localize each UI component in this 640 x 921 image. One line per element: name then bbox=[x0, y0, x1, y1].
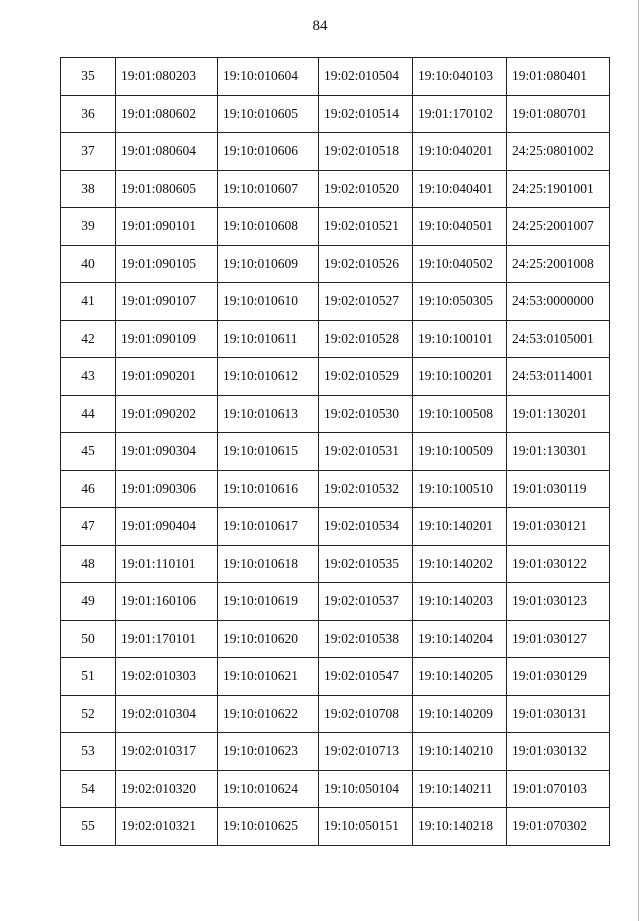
cadastral-code-cell: 19:10:050104 bbox=[319, 770, 413, 808]
cadastral-code-cell: 19:01:090201 bbox=[116, 358, 218, 396]
cadastral-code-cell: 19:01:090101 bbox=[116, 208, 218, 246]
cadastral-code-cell: 19:01:090404 bbox=[116, 508, 218, 546]
table-row bbox=[61, 733, 610, 771]
cadastral-code-cell: 19:02:010713 bbox=[319, 733, 413, 771]
cadastral-code-cell: 19:10:010611 bbox=[218, 320, 319, 358]
cadastral-code-cell: 19:01:030131 bbox=[507, 695, 610, 733]
row-number-cell: 51 bbox=[61, 658, 116, 696]
cadastral-code-cell: 19:01:090304 bbox=[116, 433, 218, 471]
cadastral-code-cell: 19:01:080604 bbox=[116, 133, 218, 171]
table-row bbox=[61, 583, 610, 621]
cadastral-code-cell: 24:25:2001008 bbox=[507, 245, 610, 283]
cadastral-code-cell: 19:01:090107 bbox=[116, 283, 218, 321]
row-number-cell: 48 bbox=[61, 545, 116, 583]
cadastral-code-cell: 19:10:040401 bbox=[413, 170, 507, 208]
cadastral-code-cell: 19:10:040502 bbox=[413, 245, 507, 283]
cadastral-code-cell: 19:10:010609 bbox=[218, 245, 319, 283]
cadastral-code-cell: 19:10:050151 bbox=[319, 808, 413, 846]
cadastral-code-cell: 19:02:010518 bbox=[319, 133, 413, 171]
cadastral-code-cell: 19:10:010620 bbox=[218, 620, 319, 658]
cadastral-code-cell: 19:10:010625 bbox=[218, 808, 319, 846]
cadastral-codes-table bbox=[60, 57, 610, 846]
cadastral-code-cell: 19:01:080203 bbox=[116, 58, 218, 96]
cadastral-code-cell: 24:53:0105001 bbox=[507, 320, 610, 358]
cadastral-code-cell: 19:10:010618 bbox=[218, 545, 319, 583]
cadastral-code-cell: 19:10:010604 bbox=[218, 58, 319, 96]
row-number-cell: 38 bbox=[61, 170, 116, 208]
cadastral-code-cell: 19:10:010608 bbox=[218, 208, 319, 246]
cadastral-code-cell: 19:01:090109 bbox=[116, 320, 218, 358]
table-row bbox=[61, 358, 610, 396]
row-number-cell: 50 bbox=[61, 620, 116, 658]
row-number-cell: 41 bbox=[61, 283, 116, 321]
cadastral-code-cell: 19:01:170102 bbox=[413, 95, 507, 133]
cadastral-code-cell: 19:10:010617 bbox=[218, 508, 319, 546]
row-number-cell: 45 bbox=[61, 433, 116, 471]
cadastral-code-cell: 19:01:080701 bbox=[507, 95, 610, 133]
cadastral-code-cell: 19:10:010619 bbox=[218, 583, 319, 621]
cadastral-code-cell: 19:01:090202 bbox=[116, 395, 218, 433]
scan-edge-line bbox=[638, 0, 639, 921]
cadastral-code-cell: 19:02:010534 bbox=[319, 508, 413, 546]
cadastral-code-cell: 19:10:100510 bbox=[413, 470, 507, 508]
cadastral-code-cell: 19:01:030122 bbox=[507, 545, 610, 583]
row-number-cell: 40 bbox=[61, 245, 116, 283]
cadastral-code-cell: 19:02:010317 bbox=[116, 733, 218, 771]
cadastral-code-cell: 19:01:070103 bbox=[507, 770, 610, 808]
cadastral-code-cell: 19:01:130201 bbox=[507, 395, 610, 433]
cadastral-code-cell: 19:01:170101 bbox=[116, 620, 218, 658]
cadastral-code-cell: 19:02:010529 bbox=[319, 358, 413, 396]
cadastral-code-cell: 19:02:010521 bbox=[319, 208, 413, 246]
row-number-cell: 54 bbox=[61, 770, 116, 808]
cadastral-code-cell: 19:10:010610 bbox=[218, 283, 319, 321]
cadastral-code-cell: 19:02:010320 bbox=[116, 770, 218, 808]
cadastral-code-cell: 24:25:1901001 bbox=[507, 170, 610, 208]
row-number-cell: 39 bbox=[61, 208, 116, 246]
cadastral-code-cell: 19:02:010526 bbox=[319, 245, 413, 283]
cadastral-code-cell: 19:01:080605 bbox=[116, 170, 218, 208]
cadastral-code-cell: 19:10:040201 bbox=[413, 133, 507, 171]
cadastral-code-cell: 19:01:080401 bbox=[507, 58, 610, 96]
row-number-cell: 37 bbox=[61, 133, 116, 171]
cadastral-code-cell: 19:02:010531 bbox=[319, 433, 413, 471]
row-number-cell: 53 bbox=[61, 733, 116, 771]
table-row bbox=[61, 58, 610, 96]
cadastral-code-cell: 19:10:050305 bbox=[413, 283, 507, 321]
cadastral-code-cell: 19:10:010606 bbox=[218, 133, 319, 171]
cadastral-code-cell: 19:10:010623 bbox=[218, 733, 319, 771]
cadastral-code-cell: 19:10:100101 bbox=[413, 320, 507, 358]
cadastral-code-cell: 19:10:100201 bbox=[413, 358, 507, 396]
row-number-cell: 44 bbox=[61, 395, 116, 433]
cadastral-code-cell: 19:01:160106 bbox=[116, 583, 218, 621]
table-row bbox=[61, 95, 610, 133]
table-row bbox=[61, 320, 610, 358]
cadastral-code-cell: 19:02:010528 bbox=[319, 320, 413, 358]
cadastral-code-cell: 19:10:010616 bbox=[218, 470, 319, 508]
cadastral-code-cell: 19:01:130301 bbox=[507, 433, 610, 471]
cadastral-code-cell: 19:02:010514 bbox=[319, 95, 413, 133]
cadastral-code-cell: 24:53:0114001 bbox=[507, 358, 610, 396]
cadastral-code-cell: 19:10:010612 bbox=[218, 358, 319, 396]
cadastral-code-cell: 19:02:010530 bbox=[319, 395, 413, 433]
table-row bbox=[61, 808, 610, 846]
cadastral-code-cell: 19:10:010607 bbox=[218, 170, 319, 208]
cadastral-code-cell: 19:10:140202 bbox=[413, 545, 507, 583]
row-number-cell: 43 bbox=[61, 358, 116, 396]
cadastral-code-cell: 19:10:010613 bbox=[218, 395, 319, 433]
cadastral-code-cell: 19:10:010622 bbox=[218, 695, 319, 733]
table-row bbox=[61, 208, 610, 246]
cadastral-code-cell: 19:02:010708 bbox=[319, 695, 413, 733]
table-row bbox=[61, 658, 610, 696]
table-row bbox=[61, 508, 610, 546]
table-row bbox=[61, 620, 610, 658]
table-row bbox=[61, 433, 610, 471]
cadastral-code-cell: 19:01:090105 bbox=[116, 245, 218, 283]
cadastral-code-cell: 19:02:010527 bbox=[319, 283, 413, 321]
row-number-cell: 52 bbox=[61, 695, 116, 733]
row-number-cell: 55 bbox=[61, 808, 116, 846]
table-row bbox=[61, 545, 610, 583]
cadastral-code-cell: 19:10:040103 bbox=[413, 58, 507, 96]
cadastral-code-cell: 19:02:010303 bbox=[116, 658, 218, 696]
cadastral-code-cell: 19:02:010547 bbox=[319, 658, 413, 696]
table-row bbox=[61, 283, 610, 321]
cadastral-code-cell: 19:10:140211 bbox=[413, 770, 507, 808]
cadastral-code-cell: 19:10:100508 bbox=[413, 395, 507, 433]
row-number-cell: 35 bbox=[61, 58, 116, 96]
cadastral-code-cell: 19:01:080602 bbox=[116, 95, 218, 133]
cadastral-code-cell: 24:53:0000000 bbox=[507, 283, 610, 321]
table-row bbox=[61, 695, 610, 733]
cadastral-code-cell: 24:25:2001007 bbox=[507, 208, 610, 246]
cadastral-code-cell: 19:10:010621 bbox=[218, 658, 319, 696]
cadastral-code-cell: 19:02:010504 bbox=[319, 58, 413, 96]
cadastral-code-cell: 19:10:010605 bbox=[218, 95, 319, 133]
page-number: 84 bbox=[312, 18, 328, 34]
cadastral-code-cell: 19:02:010535 bbox=[319, 545, 413, 583]
row-number-cell: 49 bbox=[61, 583, 116, 621]
cadastral-code-cell: 19:01:030127 bbox=[507, 620, 610, 658]
cadastral-code-cell: 19:10:140203 bbox=[413, 583, 507, 621]
table-row bbox=[61, 395, 610, 433]
row-number-cell: 46 bbox=[61, 470, 116, 508]
cadastral-code-cell: 19:10:040501 bbox=[413, 208, 507, 246]
cadastral-code-cell: 24:25:0801002 bbox=[507, 133, 610, 171]
table-row bbox=[61, 133, 610, 171]
cadastral-code-cell: 19:10:140210 bbox=[413, 733, 507, 771]
cadastral-code-cell: 19:10:140209 bbox=[413, 695, 507, 733]
cadastral-code-cell: 19:02:010538 bbox=[319, 620, 413, 658]
cadastral-code-cell: 19:01:090306 bbox=[116, 470, 218, 508]
cadastral-code-cell: 19:02:010537 bbox=[319, 583, 413, 621]
cadastral-code-cell: 19:10:140218 bbox=[413, 808, 507, 846]
row-number-cell: 42 bbox=[61, 320, 116, 358]
cadastral-code-cell: 19:10:010615 bbox=[218, 433, 319, 471]
cadastral-code-cell: 19:01:070302 bbox=[507, 808, 610, 846]
cadastral-code-cell: 19:10:100509 bbox=[413, 433, 507, 471]
cadastral-code-cell: 19:02:010520 bbox=[319, 170, 413, 208]
cadastral-code-cell: 19:01:030123 bbox=[507, 583, 610, 621]
cadastral-code-cell: 19:01:110101 bbox=[116, 545, 218, 583]
cadastral-code-cell: 19:01:030129 bbox=[507, 658, 610, 696]
table-body bbox=[61, 58, 610, 846]
row-number-cell: 36 bbox=[61, 95, 116, 133]
table-row bbox=[61, 170, 610, 208]
table-row bbox=[61, 245, 610, 283]
table-row bbox=[61, 770, 610, 808]
table-row bbox=[61, 470, 610, 508]
cadastral-code-cell: 19:10:140205 bbox=[413, 658, 507, 696]
row-number-cell: 47 bbox=[61, 508, 116, 546]
cadastral-code-cell: 19:10:010624 bbox=[218, 770, 319, 808]
cadastral-code-cell: 19:02:010304 bbox=[116, 695, 218, 733]
cadastral-code-cell: 19:02:010532 bbox=[319, 470, 413, 508]
cadastral-code-cell: 19:10:140204 bbox=[413, 620, 507, 658]
cadastral-code-cell: 19:01:030132 bbox=[507, 733, 610, 771]
cadastral-code-cell: 19:01:030121 bbox=[507, 508, 610, 546]
cadastral-code-cell: 19:02:010321 bbox=[116, 808, 218, 846]
cadastral-code-cell: 19:10:140201 bbox=[413, 508, 507, 546]
cadastral-code-cell: 19:01:030119 bbox=[507, 470, 610, 508]
